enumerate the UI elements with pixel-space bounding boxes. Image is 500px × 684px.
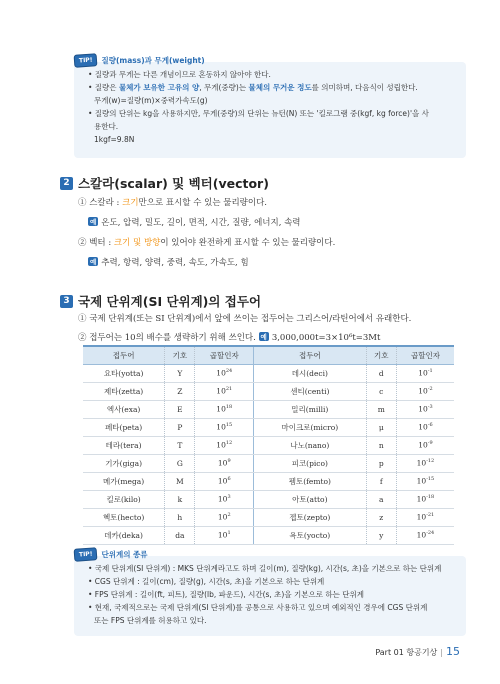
prefix-name: 마이크로(micro) bbox=[254, 418, 367, 436]
prefix-name: 헥토(hecto) bbox=[83, 508, 165, 526]
table-row bbox=[83, 364, 454, 382]
table-row bbox=[83, 400, 454, 418]
tip-formula: 무게(w)=질량(m)×중력가속도(g) bbox=[94, 96, 208, 105]
section-title: 국제 단위계(SI 단위계)의 접두어 bbox=[78, 294, 262, 309]
prefix-symbol: da bbox=[165, 526, 195, 544]
prefix-factor: $10^9$ bbox=[195, 454, 254, 472]
header-symbol: 기호 bbox=[165, 346, 195, 364]
prefix-symbol: c bbox=[366, 382, 396, 400]
example-badge: 예 bbox=[90, 258, 97, 266]
page-number: 15 bbox=[446, 645, 460, 658]
prefix-symbol: Z bbox=[165, 382, 195, 400]
table-header-row bbox=[83, 346, 454, 364]
si-prefix-origin: ① 국제 단위계(또는 SI 단위계)에서 앞에 쓰이는 접두어는 그리스어/라틴어에서 유래한다. bbox=[78, 314, 412, 324]
tip-bullet: • 질량은 물체가 보유한 고유의 양, 무게(중량)는 물체의 무거운 정도를 의미하며, 다음식이 성립한다. bbox=[88, 83, 418, 92]
table-row bbox=[83, 526, 454, 544]
si-prefix-purpose: ② 접두어는 10의 배수를 생략하기 위해 쓰인다. 예 3,000,000t=3×10⁶t=3Mt bbox=[78, 333, 381, 343]
prefix-symbol: G bbox=[165, 454, 195, 472]
header-symbol: 기호 bbox=[366, 346, 396, 364]
prefix-factor: $10^{-3}$ bbox=[396, 400, 454, 418]
prefix-factor: $10^{-9}$ bbox=[396, 436, 454, 454]
table-row bbox=[83, 454, 454, 472]
prefix-name: 킬로(kilo) bbox=[83, 490, 165, 508]
prefix-symbol: E bbox=[165, 400, 195, 418]
table-row bbox=[83, 490, 454, 508]
prefix-symbol: a bbox=[366, 490, 396, 508]
section-heading-si-prefix bbox=[60, 292, 261, 310]
tip-badge: TIP! bbox=[74, 53, 98, 68]
section-number: 3 bbox=[60, 295, 73, 308]
prefix-symbol: m bbox=[366, 400, 396, 418]
prefix-factor: $10^{-15}$ bbox=[396, 472, 454, 490]
prefix-name: 기가(giga) bbox=[83, 454, 165, 472]
table-row bbox=[83, 472, 454, 490]
footer-part-label: Part 01 항공기상 bbox=[375, 648, 438, 657]
tip-badge: TIP! bbox=[74, 547, 98, 562]
prefix-symbol: μ bbox=[366, 418, 396, 436]
prefix-symbol: f bbox=[366, 472, 396, 490]
si-prefix-table bbox=[83, 345, 454, 545]
example-badge: 예 bbox=[90, 218, 97, 226]
tip-bullet: • 현재, 국제적으로는 국제 단위계(SI 단위계)를 공통으로 사용하고 있으며 예외적인 경우에 CGS 단위계 bbox=[88, 603, 428, 612]
prefix-symbol: y bbox=[366, 526, 396, 544]
tip-box-mass-weight bbox=[74, 56, 466, 158]
prefix-name: 제타(zetta) bbox=[83, 382, 165, 400]
prefix-symbol: k bbox=[165, 490, 195, 508]
tip-bullet-cont: 용한다. bbox=[94, 122, 119, 131]
tip-header bbox=[74, 548, 148, 561]
tip-body bbox=[88, 562, 456, 627]
scalar-definition: ① 스칼라 : 크기만으로 표시할 수 있는 물리량이다. bbox=[78, 198, 268, 208]
section-number: 2 bbox=[60, 177, 73, 190]
prefix-factor: $10^{15}$ bbox=[195, 418, 254, 436]
header-factor: 곱할인자 bbox=[195, 346, 254, 364]
prefix-factor: $10^6$ bbox=[195, 472, 254, 490]
prefix-factor: $10^3$ bbox=[195, 490, 254, 508]
prefix-name: 테라(tera) bbox=[83, 436, 165, 454]
prefix-factor: $10^{-12}$ bbox=[396, 454, 454, 472]
prefix-name: 아토(atto) bbox=[254, 490, 367, 508]
table-row bbox=[83, 436, 454, 454]
prefix-factor: $10^{-6}$ bbox=[396, 418, 454, 436]
prefix-name: 데카(deka) bbox=[83, 526, 165, 544]
prefix-name: 요타(yotta) bbox=[83, 364, 165, 382]
tip-title: 질량(mass)과 무게(weight) bbox=[101, 56, 205, 65]
table-row bbox=[83, 508, 454, 526]
prefix-name: 나노(nano) bbox=[254, 436, 367, 454]
tip-box-unit-systems bbox=[74, 550, 466, 636]
tip-formula: 1kgf=9.8N bbox=[94, 135, 135, 144]
prefix-name: 엑사(exa) bbox=[83, 400, 165, 418]
section-title: 스칼라(scalar) 및 벡터(vector) bbox=[78, 176, 269, 191]
prefix-symbol: T bbox=[165, 436, 195, 454]
prefix-example: 3,000,000t=3×10⁶t=3Mt bbox=[271, 333, 381, 343]
prefix-name: 피코(pico) bbox=[254, 454, 367, 472]
scalar-examples: 예 온도, 압력, 밀도, 길이, 면적, 시간, 질량, 에너지, 속력 bbox=[90, 218, 301, 228]
tip-body bbox=[88, 68, 456, 146]
prefix-symbol: M bbox=[165, 472, 195, 490]
tip-bullet: • 국제 단위계(SI 단위계) : MKS 단위계라고도 하며 길이(m), 질량(kg), 시간(s, 초)을 기본으로 하는 단위계 bbox=[88, 564, 442, 573]
prefix-factor: $10^{-1}$ bbox=[396, 364, 454, 382]
prefix-name: 밀리(milli) bbox=[254, 400, 367, 418]
prefix-symbol: Y bbox=[165, 364, 195, 382]
table-row bbox=[83, 382, 454, 400]
prefix-factor: $10^{18}$ bbox=[195, 400, 254, 418]
tip-bullet: • 질량과 무게는 다른 개념이므로 혼동하지 않아야 한다. bbox=[88, 70, 271, 79]
vector-definition: ② 벡터 : 크기 및 방향이 있어야 완전하게 표시할 수 있는 물리량이다. bbox=[78, 238, 336, 248]
prefix-name: 욕토(yocto) bbox=[254, 526, 367, 544]
tip-header bbox=[74, 54, 205, 67]
tip-bullet: • FPS 단위계 : 길이(ft, 피트), 질량(lb, 파운드), 시간(s, 초)을 기본으로 하는 단위계 bbox=[88, 590, 364, 599]
prefix-factor: $10^{-24}$ bbox=[396, 526, 454, 544]
prefix-symbol: n bbox=[366, 436, 396, 454]
prefix-factor: $10^1$ bbox=[195, 526, 254, 544]
prefix-factor: $10^{12}$ bbox=[195, 436, 254, 454]
table-row bbox=[83, 418, 454, 436]
prefix-name: 메가(mega) bbox=[83, 472, 165, 490]
prefix-symbol: z bbox=[366, 508, 396, 526]
vector-examples: 예 추력, 항력, 양력, 중력, 속도, 가속도, 힘 bbox=[90, 258, 249, 268]
section-heading-scalar-vector bbox=[60, 174, 269, 192]
header-prefix: 접두어 bbox=[254, 346, 367, 364]
prefix-name: 페타(peta) bbox=[83, 418, 165, 436]
prefix-symbol: P bbox=[165, 418, 195, 436]
header-factor: 곱할인자 bbox=[396, 346, 454, 364]
prefix-name: 젭토(zepto) bbox=[254, 508, 367, 526]
page-footer bbox=[375, 645, 460, 658]
prefix-factor: $10^2$ bbox=[195, 508, 254, 526]
prefix-factor: $10^{-2}$ bbox=[396, 382, 454, 400]
prefix-name: 펨토(femto) bbox=[254, 472, 367, 490]
prefix-symbol: d bbox=[366, 364, 396, 382]
prefix-name: 데시(deci) bbox=[254, 364, 367, 382]
prefix-symbol: h bbox=[165, 508, 195, 526]
prefix-factor: $10^{24}$ bbox=[195, 364, 254, 382]
prefix-name: 센티(centi) bbox=[254, 382, 367, 400]
header-prefix: 접두어 bbox=[83, 346, 165, 364]
prefix-factor: $10^{-21}$ bbox=[396, 508, 454, 526]
prefix-factor: $10^{21}$ bbox=[195, 382, 254, 400]
example-badge: 예 bbox=[260, 333, 267, 341]
prefix-factor: $10^{-18}$ bbox=[396, 490, 454, 508]
prefix-symbol: p bbox=[366, 454, 396, 472]
footer-separator: | bbox=[440, 648, 443, 657]
tip-bullet-cont: 또는 FPS 단위계를 허용하고 있다. bbox=[94, 616, 207, 625]
tip-bullet: • CGS 단위계 : 길이(cm), 질량(g), 시간(s, 초)을 기본으로 하는 단위계 bbox=[88, 577, 325, 586]
tip-bullet: • 질량의 단위는 kg을 사용하지만, 무게(중량)의 단위는 뉴턴(N) 또는 '킬로그램 중(kgf, kg force)'을 사 bbox=[88, 109, 429, 118]
tip-title: 단위계의 종류 bbox=[101, 550, 148, 559]
